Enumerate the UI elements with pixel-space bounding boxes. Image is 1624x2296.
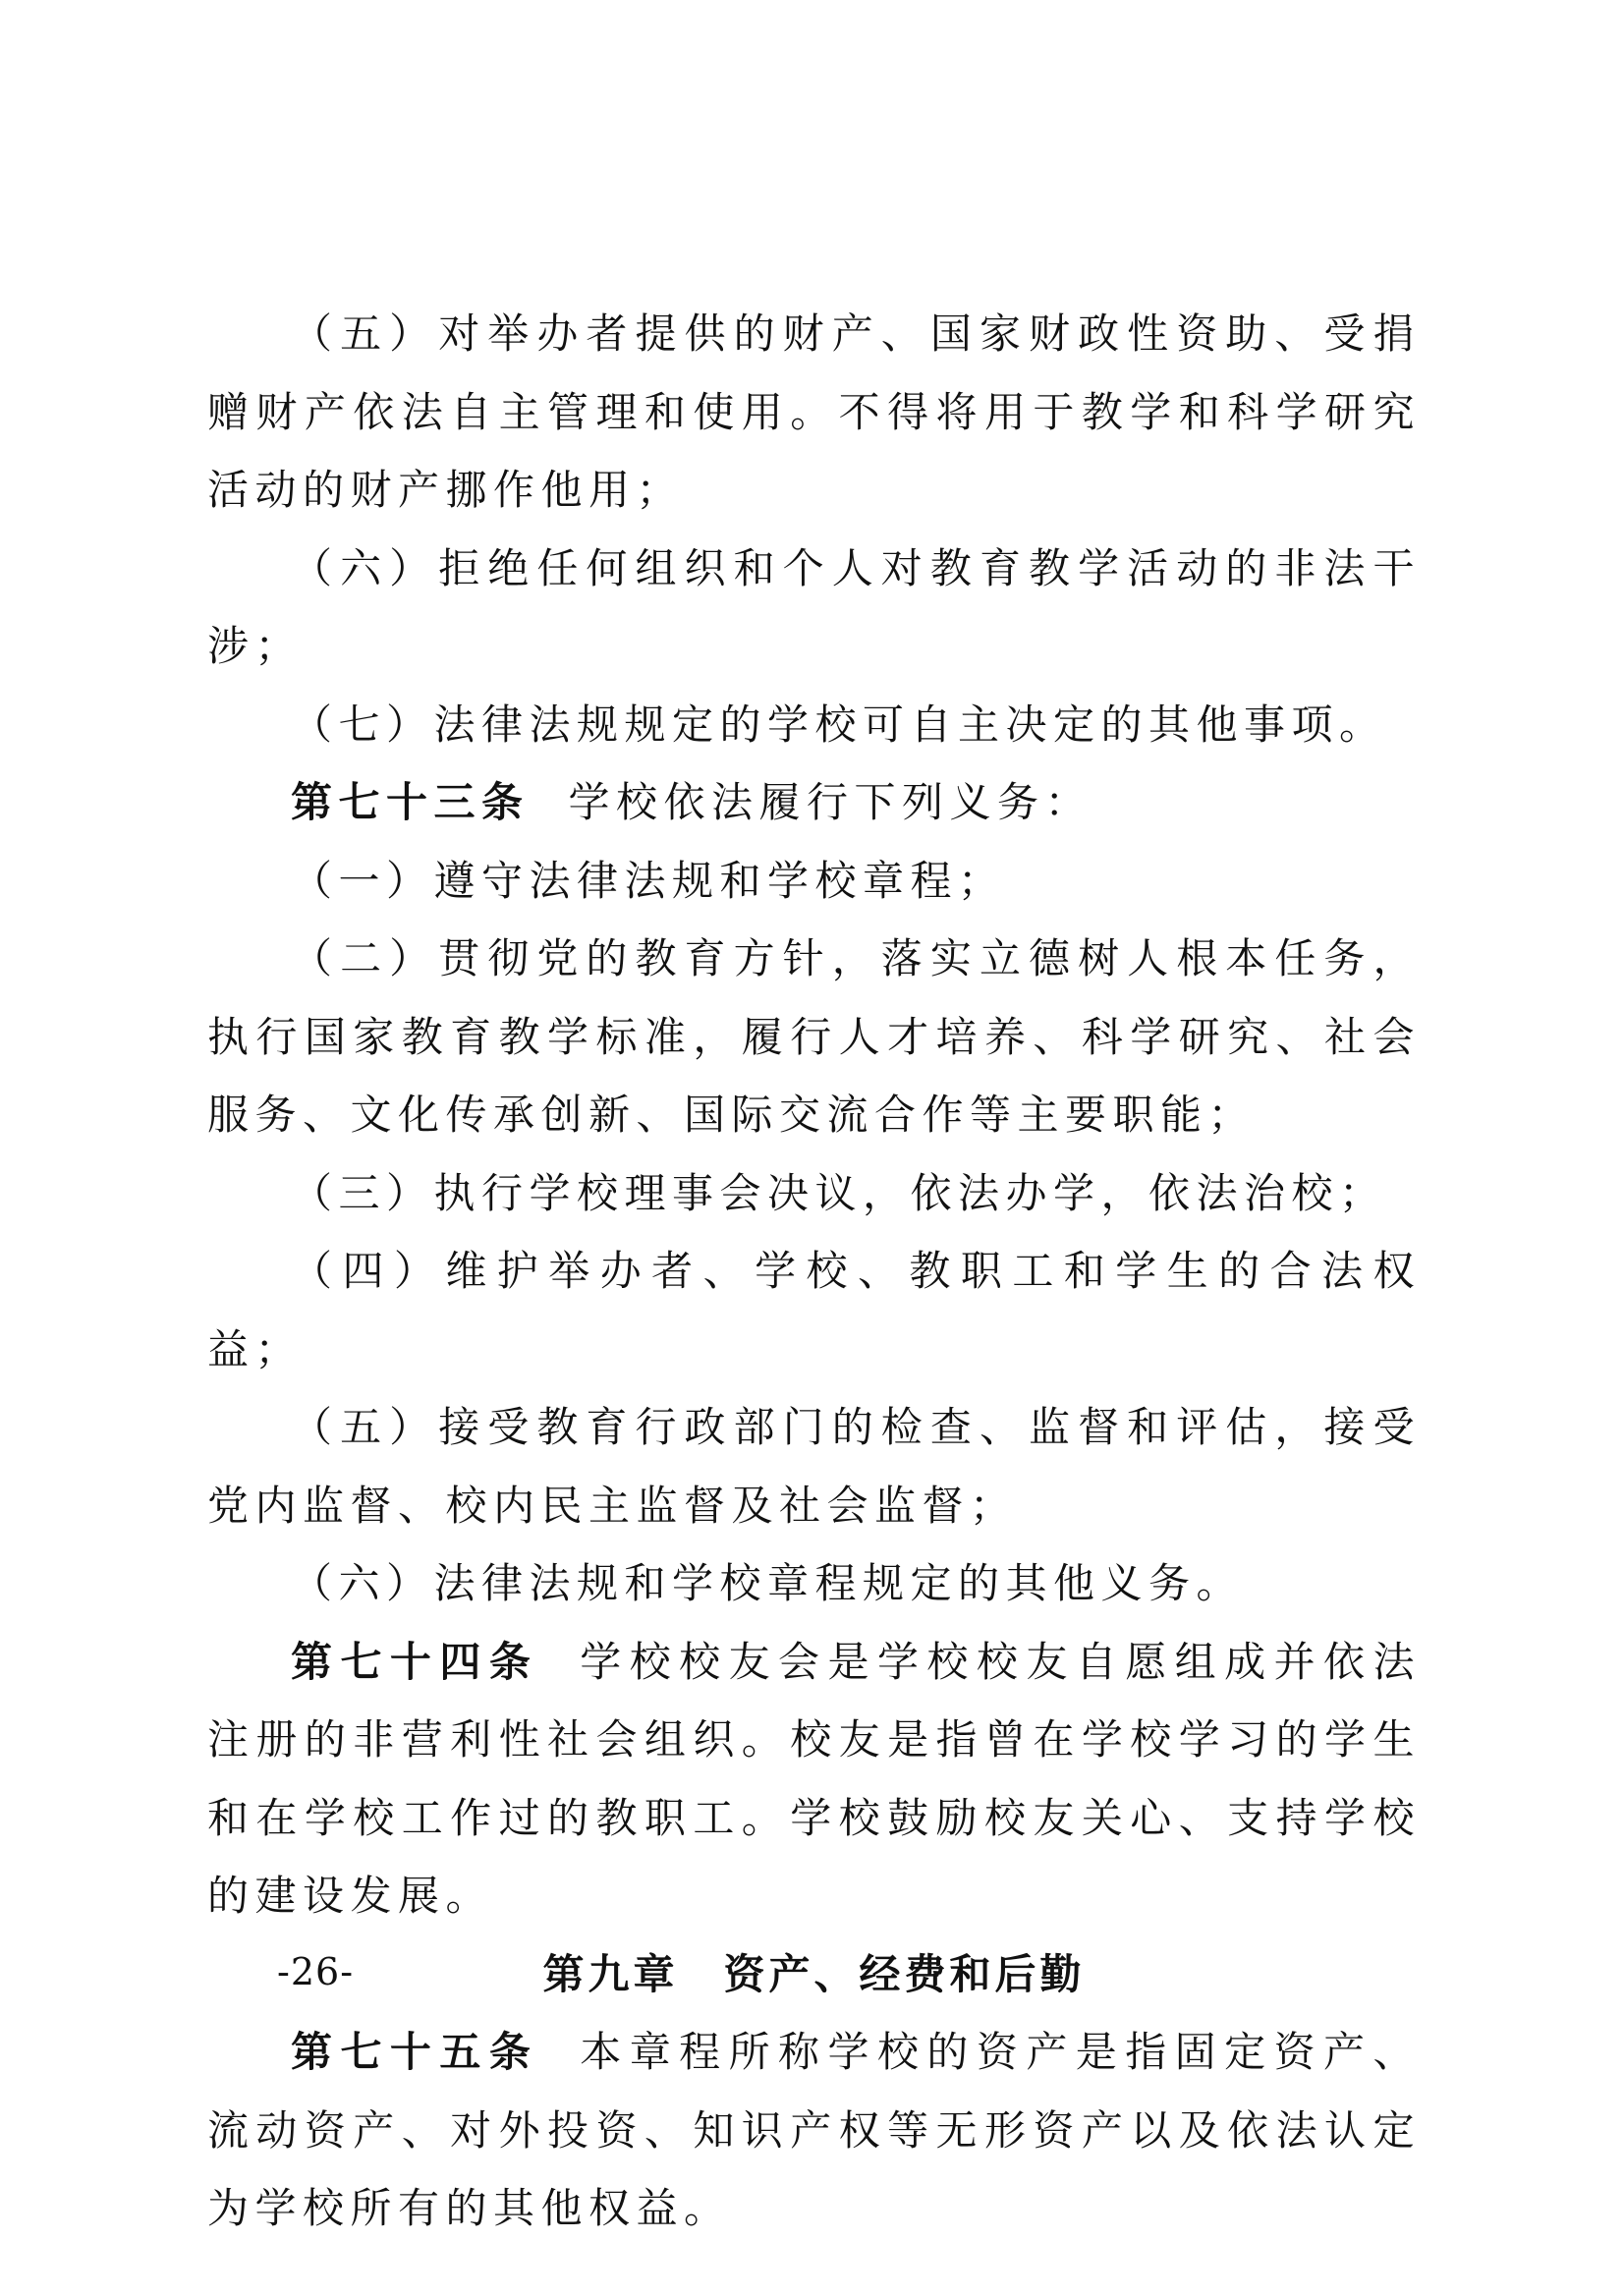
paragraph-seven: （七）法律法规规定的学校可自主决定的其他事项。 [291, 700, 1387, 749]
duty-four: （四）维护举办者、学校、教职工和学生的合法权益； [207, 1247, 1421, 1373]
article-73-heading: 第七十三条 [291, 778, 530, 826]
duty-six: （六）法律法规和学校章程规定的其他义务。 [291, 1559, 1245, 1607]
article-73 [207, 763, 1421, 842]
page-number: -26- [277, 1950, 355, 1993]
duty-five: （五）接受教育行政部门的检查、监督和评估，接受党内监督、校内民主监督及社会监督； [207, 1403, 1421, 1530]
paragraph-six: （六）拒绝任何组织和个人对教育教学活动的非法干涉； [207, 543, 1421, 670]
duty-two: （二）贯彻党的教育方针，落实立德树人根本任务，执行国家教育教学标准，履行人才培养、科学研究、社会服务、文化传承创新、国际交流合作等主要职能； [207, 934, 1421, 1139]
duty-three: （三）执行学校理事会决议，依法办学，依法治校； [291, 1168, 1387, 1217]
article-74-heading: 第七十四条 [291, 1637, 539, 1686]
document-body [207, 295, 1421, 2248]
article-74-text: 学校校友会是学校校友自愿组成并依法注册的非营利性社会组织。校友是指曾在学校学习的学生和在学校工作过的教职工。学校鼓励校友关心、支持学校的建设发展。 [207, 1637, 1421, 1920]
article-75-text: 本章程所称学校的资产是指固定资产、流动资产、对外投资、知识产权等无形资产以及依法认定为学校所有的其他权益。 [207, 2028, 1421, 2232]
chapter-heading: 第九章 资产、经费和后勤 [542, 1949, 1086, 1998]
duty-one: （一）遵守法律法规和学校章程； [291, 856, 1006, 905]
article-75 [207, 2013, 1421, 2248]
article-74 [207, 1623, 1421, 1935]
article-73-text: 学校依法履行下列义务： [568, 778, 1093, 826]
paragraph-five: （五）对举办者提供的财产、国家财政性资助、受捐赠财产依法自主管理和使用。不得将用于教学和科学研究活动的财产挪作他用； [207, 309, 1421, 514]
article-75-heading: 第七十五条 [291, 2028, 539, 2076]
